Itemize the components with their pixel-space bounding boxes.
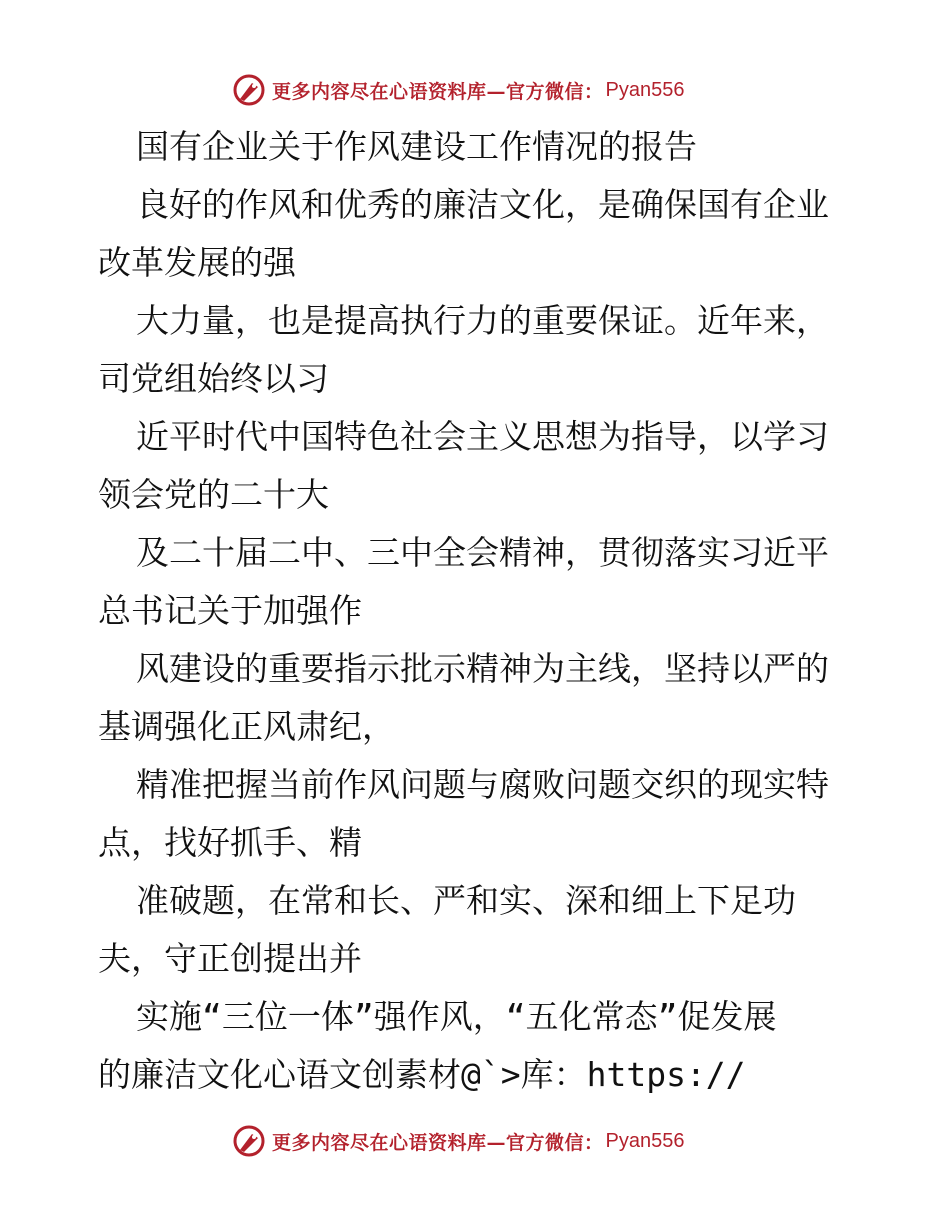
header-banner: [232, 70, 752, 110]
document-title: 国有企业关于作风建设工作情况的报告: [136, 127, 697, 166]
text-line: 近平时代中国特色社会主义思想为指导，以学习: [136, 417, 829, 456]
text-line: 基调强化正风肃纪，: [98, 707, 395, 746]
footer-banner-account: Pyan556: [605, 1129, 685, 1152]
text-line: 总书记关于加强作: [98, 591, 362, 630]
text-line: 点，找好抓手、精: [98, 823, 362, 862]
text-line: 良好的作风和优秀的廉洁文化，是确保国有企业: [136, 185, 829, 224]
pen-nib-logo-icon: [232, 1124, 266, 1158]
text-line: 风建设的重要指示批示精神为主线，坚持以严的: [136, 649, 829, 688]
footer-banner: [232, 1121, 752, 1161]
text-line: 夫，守正创提出并: [98, 939, 362, 978]
text-line: 大力量，也是提高执行力的重要保证。近年来，: [136, 301, 829, 340]
text-line: 及二十届二中、三中全会精神，贯彻落实习近平: [136, 533, 829, 572]
footer-banner-text: 更多内容尽在心语资料库—官方微信：: [272, 1131, 604, 1154]
text-line: 精准把握当前作风问题与腐败问题交织的现实特: [136, 765, 829, 804]
header-banner-account: Pyan556: [605, 78, 685, 101]
pen-nib-logo-icon: [232, 73, 266, 107]
text-line: 准破题，在常和长、严和实、深和细上下足功: [136, 881, 796, 920]
text-line: 司党组始终以习: [98, 359, 329, 398]
text-line: 领会党的二十大: [98, 475, 329, 514]
text-line: 的廉洁文化心语文创素材@`>库：https://: [98, 1055, 746, 1094]
text-line: 实施“三位一体”强作风，“五化常态”促发展: [136, 997, 777, 1036]
header-banner-text: 更多内容尽在心语资料库—官方微信：: [272, 80, 604, 103]
text-line: 改革发展的强: [98, 243, 296, 282]
